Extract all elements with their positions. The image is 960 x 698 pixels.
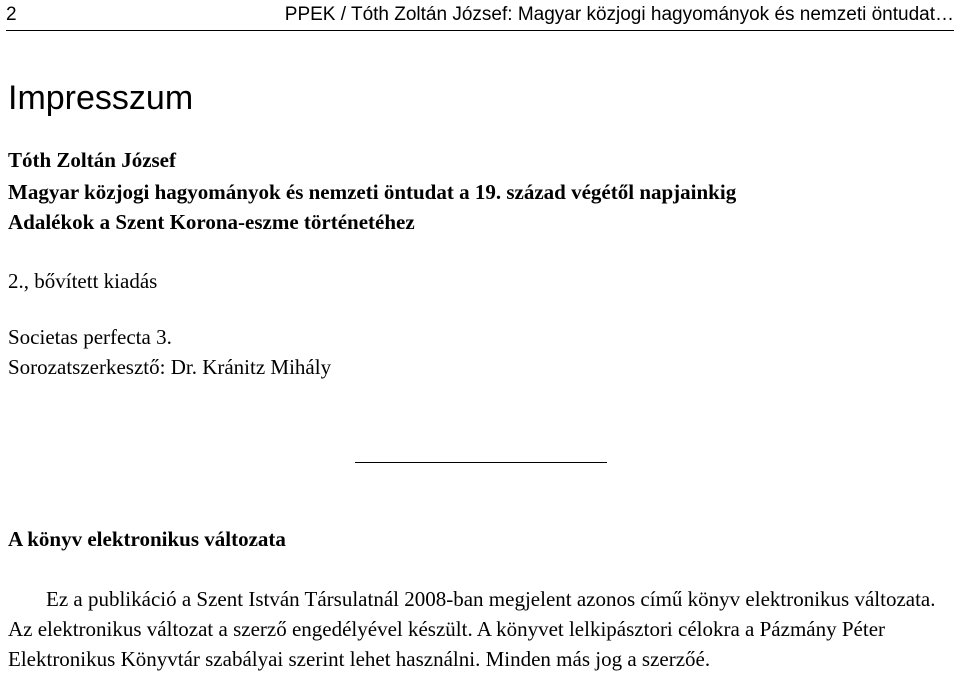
running-title: PPEK / Tóth Zoltán József: Magyar közjogi hagyományok és nemzeti öntudat… [284, 4, 954, 25]
description-paragraph: Ez a publikáció a Szent István Társulatnál 2008-ban megjelent azonos című könyv elektronikus változata. Az elektronikus változat a szerző engedélyével készült. A könyvet lelkipásztori célokra a Pázmány Péter Elektronikus Könyvtár szabályai szerint lehet használni. Minden más jog a szerzőé. [8, 587, 936, 671]
series-text: Societas perfecta 3. [8, 325, 172, 349]
page-number: 2 [6, 4, 17, 25]
series-editor-text: Sorozatszerkesztő: Dr. Kránitz Mihály [8, 355, 332, 379]
book-subtitle: Adalékok a Szent Korona-eszme történetéhez [8, 210, 415, 234]
page-title: Impresszum [8, 79, 194, 117]
section-heading: A könyv elektronikus változata [8, 527, 286, 551]
horizontal-divider [355, 462, 607, 463]
edition-text: 2., bővített kiadás [8, 269, 158, 293]
author-name: Tóth Zoltán József [8, 148, 176, 172]
book-title: Magyar közjogi hagyományok és nemzeti öntudat a 19. század végétől napjainkig [8, 180, 737, 204]
page-header [6, 0, 954, 31]
